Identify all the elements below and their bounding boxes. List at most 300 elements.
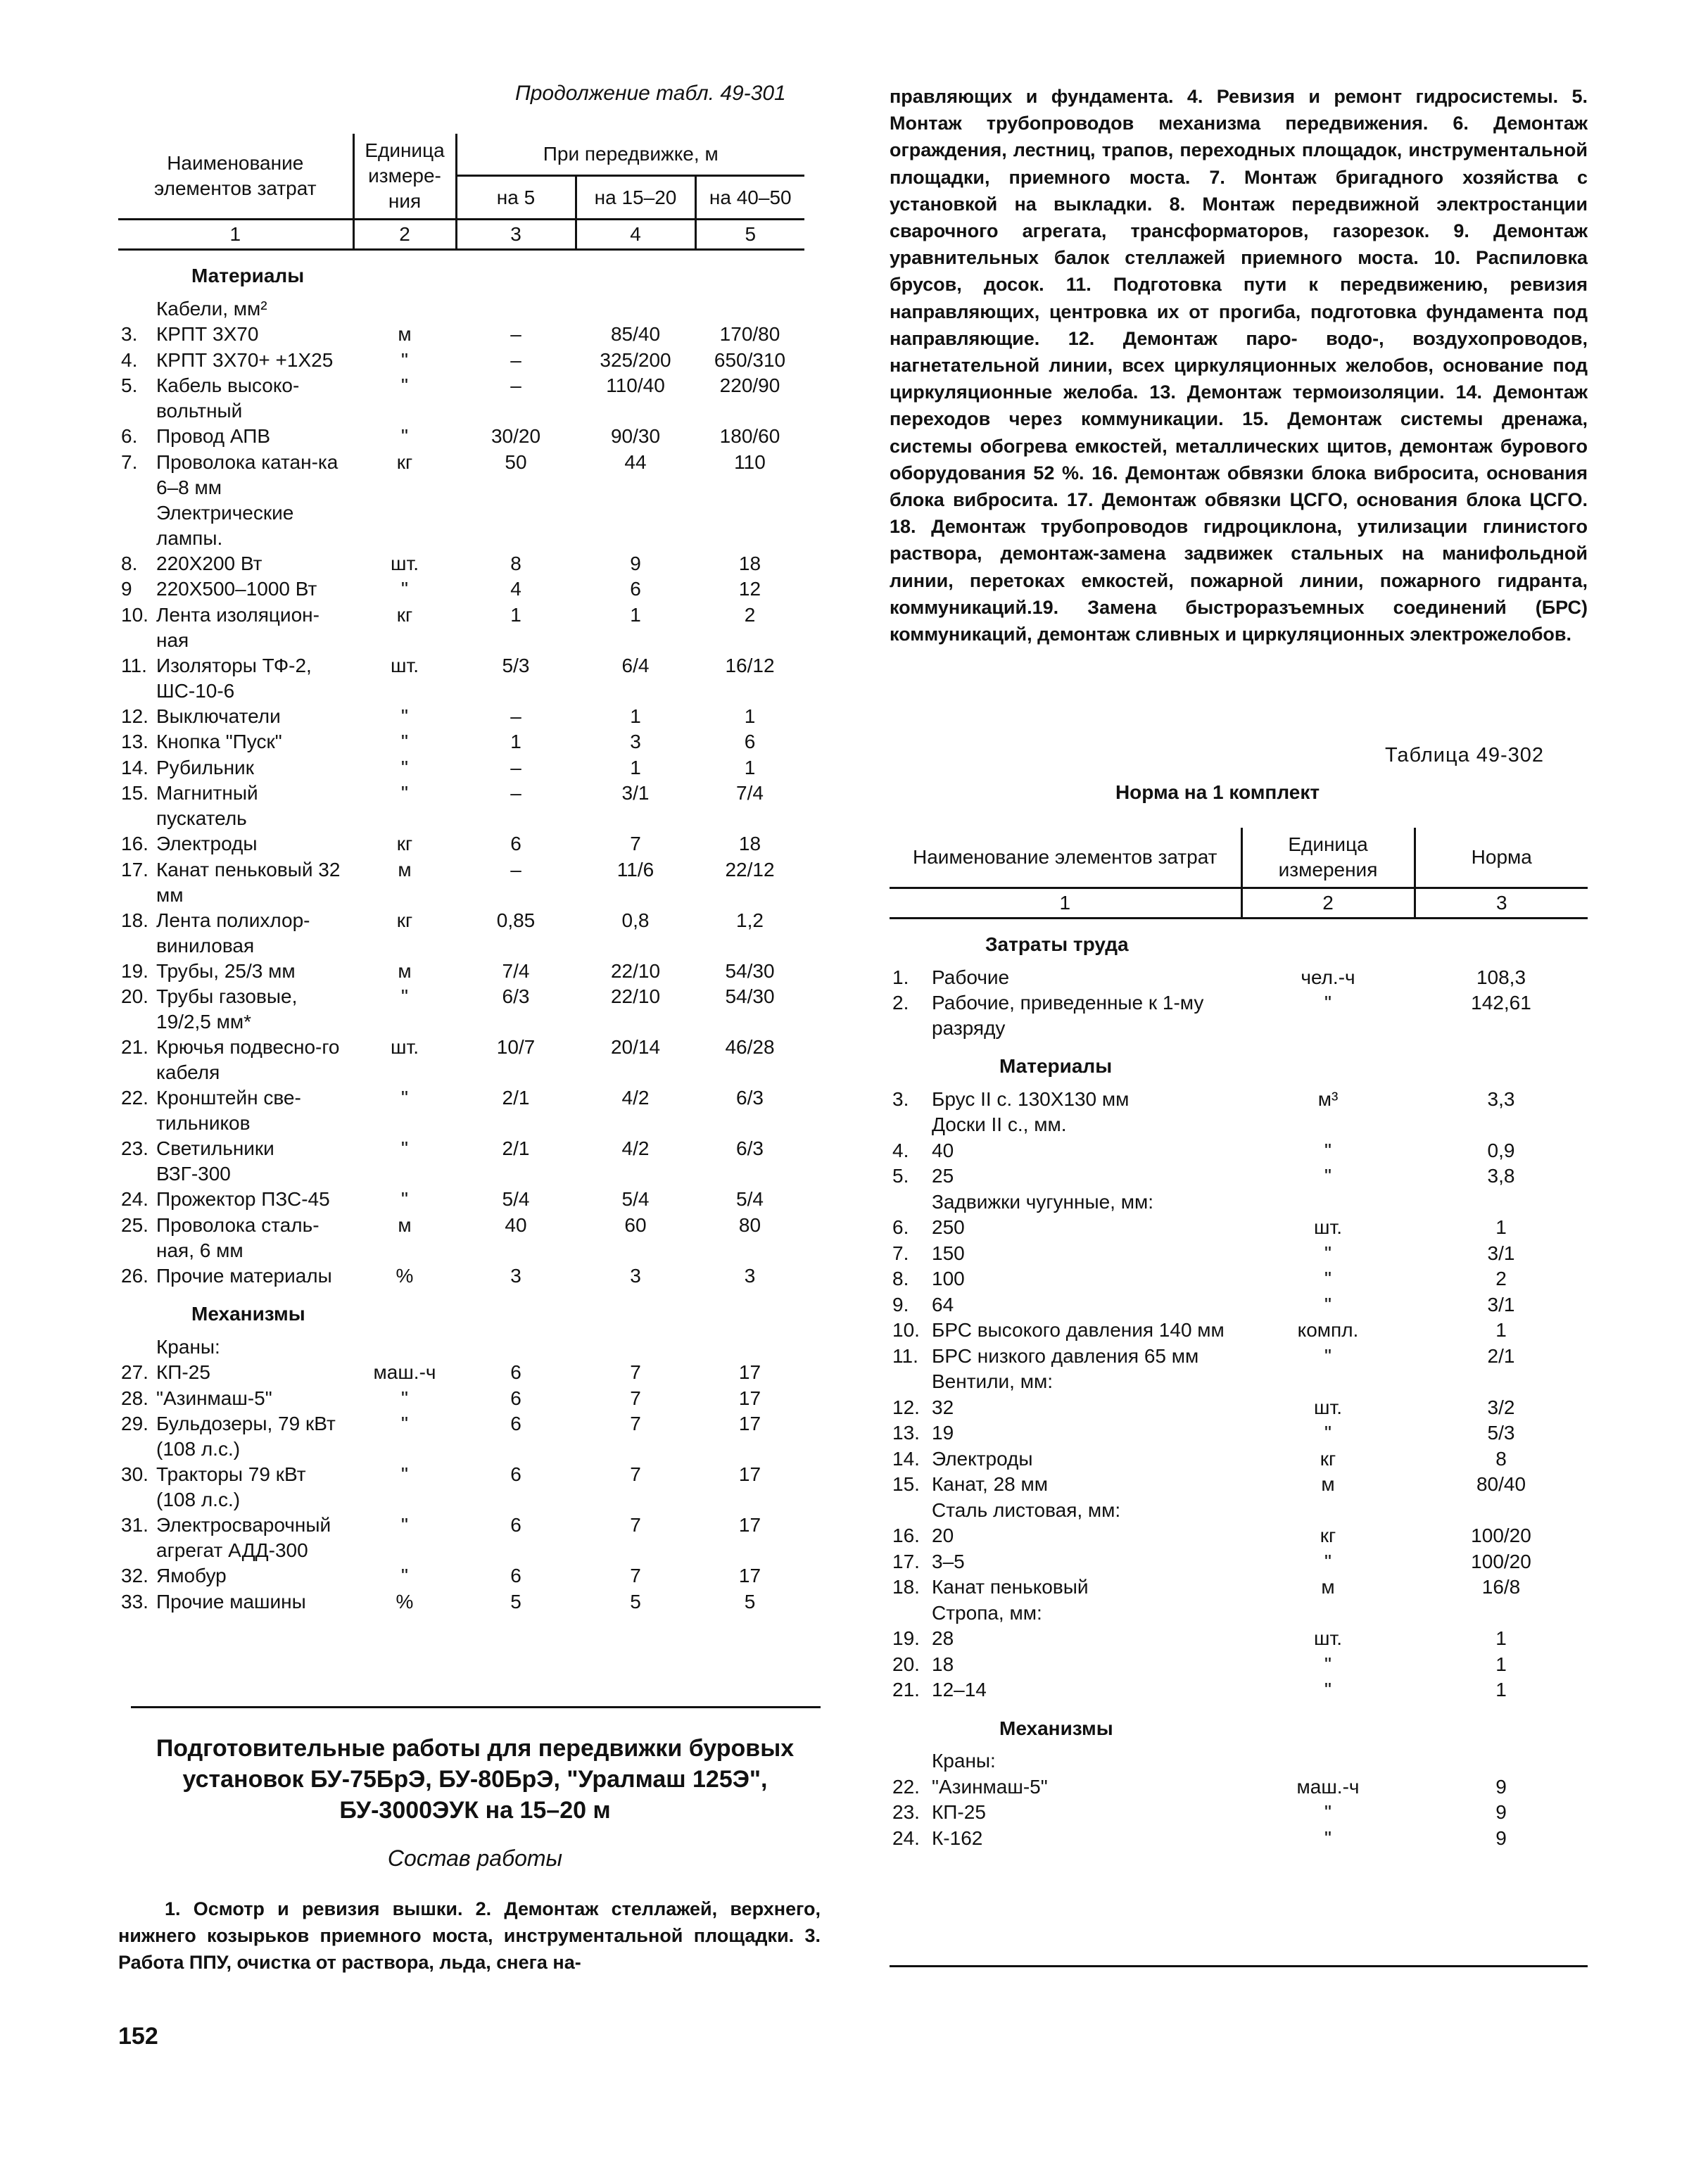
table-row	[890, 1774, 1588, 1800]
row-number: 13.	[121, 731, 148, 752]
value-at-5m: 6	[510, 833, 521, 854]
row-number: 23.	[892, 1801, 920, 1823]
row-number	[890, 1498, 929, 1524]
unit-of-measure: "	[401, 1087, 408, 1109]
value-at-40-50m: 54/30	[725, 959, 775, 982]
header-norm: Норма	[1415, 828, 1588, 888]
table-row	[890, 1549, 1588, 1575]
cost-element-name: Прочие материалы	[156, 1264, 332, 1287]
unit-of-measure: "	[1324, 1344, 1331, 1367]
value-at-15-20m: 11/6	[616, 858, 654, 881]
table-row	[118, 373, 804, 424]
row-number: 3.	[121, 323, 138, 345]
value-at-40-50m: 16/12	[725, 654, 775, 676]
table-row	[890, 990, 1588, 1041]
row-number	[118, 500, 153, 551]
value-at-15-20m: 9	[630, 552, 641, 574]
value-at-5m	[456, 296, 576, 322]
value-at-40-50m: 5	[744, 1590, 756, 1613]
value-at-40-50m: 6/3	[736, 1087, 764, 1109]
unit-of-measure: "	[401, 782, 408, 804]
value-at-5m: 6	[510, 1413, 521, 1434]
cost-element-name: Рабочие	[932, 966, 1010, 988]
row-number	[118, 1334, 153, 1361]
unit-of-measure: "	[401, 705, 408, 727]
unit-of-measure: "	[1324, 1268, 1331, 1289]
table-row	[118, 984, 804, 1035]
cost-element-name: Брус II с. 130Х130 мм	[932, 1087, 1130, 1110]
cost-element-name: 20	[932, 1525, 954, 1546]
norm-value	[1415, 1369, 1588, 1395]
value-at-5m: 40	[505, 1213, 527, 1236]
column-number: 3	[1415, 888, 1588, 919]
table-row	[118, 1411, 804, 1462]
table-row	[118, 653, 804, 704]
value-at-40-50m: 650/310	[714, 348, 786, 371]
norm-value: 1	[1495, 1319, 1507, 1341]
row-number: 9	[121, 578, 132, 600]
column-number: 1	[890, 888, 1241, 919]
unit-of-measure: кг	[396, 909, 413, 931]
unit-of-measure: шт.	[391, 654, 419, 676]
value-at-5m: 3	[510, 1264, 521, 1287]
value-at-5m: –	[510, 756, 521, 778]
table-row	[890, 1826, 1588, 1852]
table-row	[890, 965, 1588, 991]
cost-element-name: Кабели, мм²	[156, 297, 267, 320]
value-at-40-50m: 17	[738, 1361, 761, 1383]
norm-value: 142,61	[1471, 992, 1531, 1014]
value-at-15-20m: 1	[630, 705, 641, 727]
cost-element-name: Проволока катан-ка 6–8 мм	[156, 450, 339, 498]
row-number	[890, 1369, 929, 1395]
value-at-40-50m: 6	[744, 731, 756, 752]
table-row	[118, 450, 804, 500]
cost-element-name: Трубы газовые, 19/2,5 мм*	[156, 985, 298, 1033]
table-row	[118, 1462, 804, 1513]
table-row	[890, 1626, 1588, 1652]
cost-element-name: Электроды	[156, 833, 258, 854]
unit-of-measure: "	[401, 731, 408, 752]
value-at-15-20m: 5	[630, 1590, 641, 1613]
norm-value: 2	[1495, 1268, 1507, 1289]
unit-of-measure: "	[1324, 1242, 1331, 1264]
table-row	[890, 1292, 1588, 1318]
value-at-5m: 6/3	[502, 985, 530, 1007]
cost-element-name: 12–14	[932, 1679, 987, 1700]
unit-of-measure: "	[401, 1188, 408, 1210]
row-number: 23.	[121, 1137, 148, 1159]
value-at-40-50m: 170/80	[719, 323, 780, 345]
cost-element-name: 100	[932, 1268, 965, 1289]
row-number: 15.	[121, 782, 148, 804]
cost-element-name: 250	[932, 1216, 965, 1238]
norm-value: 1	[1495, 1653, 1507, 1675]
norm-value: 3,8	[1487, 1165, 1515, 1187]
unit-of-measure	[353, 296, 456, 322]
row-number: 32.	[121, 1565, 148, 1586]
cost-element-name: Электрические лампы.	[156, 501, 294, 549]
unit-of-measure: "	[401, 1413, 408, 1434]
unit-of-measure: чел.-ч	[1301, 966, 1355, 988]
table-continuation-caption: Продолжение табл. 49-301	[515, 82, 786, 105]
row-number: 4.	[892, 1139, 909, 1161]
cost-element-name: Стропа, мм:	[932, 1601, 1042, 1624]
norm-value: 3,3	[1487, 1087, 1515, 1110]
value-at-5m: 5	[510, 1590, 521, 1613]
cost-element-name: Краны:	[932, 1750, 996, 1772]
cost-element-name: Канат пеньковый	[932, 1576, 1089, 1598]
unit-of-measure: "	[401, 1387, 408, 1409]
cost-element-name: Канат пеньковый 32 мм	[156, 858, 341, 906]
unit-of-measure: "	[401, 1463, 408, 1485]
norm-value: 80/40	[1476, 1473, 1526, 1495]
value-at-5m: –	[510, 374, 521, 396]
unit-of-measure	[1241, 1748, 1415, 1774]
norm-value: 1	[1495, 1627, 1507, 1649]
table-row	[118, 729, 804, 755]
table-row	[118, 1563, 804, 1589]
table-row	[118, 1085, 804, 1136]
unit-of-measure: "	[401, 578, 408, 600]
cost-element-name: Вентили, мм:	[932, 1370, 1053, 1392]
unit-of-measure: м	[398, 959, 412, 982]
row-number: 16.	[121, 833, 148, 854]
table-row	[118, 500, 804, 551]
table-label: Таблица 49-302	[1385, 744, 1545, 766]
value-at-40-50m: 80	[738, 1213, 761, 1236]
header-col-b: на 15–20	[576, 176, 695, 220]
unit-of-measure	[1241, 1369, 1415, 1395]
value-at-15-20m: 3	[630, 1264, 641, 1287]
table-row	[118, 602, 804, 653]
table-row	[118, 704, 804, 730]
row-number	[890, 1748, 929, 1774]
row-number: 31.	[121, 1514, 148, 1536]
cost-element-name: "Азинмаш-5"	[156, 1387, 272, 1409]
value-at-15-20m: 325/200	[600, 348, 671, 371]
row-number: 4.	[121, 348, 138, 371]
header-unit: Единица измере-ния	[353, 134, 456, 220]
value-at-5m: 8	[510, 552, 521, 574]
cost-element-name: КРПТ 3Х70+ +1Х25	[156, 348, 334, 371]
cost-element-name: 32	[932, 1396, 954, 1418]
section-text: 1. Осмотр и ревизия вышки. 2. Демонтаж стеллажей, верхнего, нижнего козырьков приемного моста, инструментальной площадки. 3. Работа ППУ, очистка от раствора, льда, снега на-	[118, 1898, 821, 1974]
left-costs-table	[118, 134, 804, 1615]
value-at-15-20m: 3	[630, 731, 641, 752]
header-group: При передвижке, м	[456, 134, 804, 176]
row-number: 12.	[892, 1396, 920, 1418]
row-number: 8.	[121, 552, 138, 574]
value-at-5m: 30/20	[491, 425, 541, 447]
norm-value: 8	[1495, 1447, 1507, 1470]
cost-element-name: 18	[932, 1653, 954, 1675]
column-number: 5	[695, 220, 804, 250]
cost-element-name: БРС высокого давления 140 мм	[932, 1319, 1225, 1341]
row-number: 6.	[892, 1216, 909, 1238]
row-number: 3.	[892, 1087, 909, 1110]
value-at-15-20m: 7	[630, 1413, 641, 1434]
row-number: 18.	[121, 909, 148, 931]
unit-of-measure: "	[401, 425, 408, 447]
table-row	[118, 1213, 804, 1263]
cost-element-name: Кабель высоко-вольтный	[156, 374, 300, 422]
cost-element-name: 220Х200 Вт	[156, 552, 262, 574]
table-row	[890, 1087, 1588, 1113]
unit-of-measure: "	[1324, 992, 1331, 1014]
row-number: 1.	[892, 966, 909, 988]
value-at-40-50m: 5/4	[736, 1188, 764, 1210]
cost-element-name: 19	[932, 1422, 954, 1444]
value-at-5m: –	[510, 348, 521, 371]
row-number: 14.	[121, 756, 148, 778]
cost-element-name: Светильники ВЗГ-300	[156, 1137, 274, 1185]
cost-element-name: Кронштейн све-тильников	[156, 1087, 301, 1134]
norm-value	[1415, 1190, 1588, 1216]
value-at-15-20m: 1	[630, 756, 641, 778]
row-number: 21.	[121, 1036, 148, 1058]
table-row	[890, 1575, 1588, 1601]
value-at-15-20m: 22/10	[610, 959, 661, 982]
value-at-15-20m: 4/2	[621, 1087, 650, 1109]
unit-of-measure: "	[401, 1514, 408, 1536]
value-at-40-50m: 18	[738, 552, 761, 574]
table-row	[890, 1344, 1588, 1370]
cost-element-name: КРПТ 3Х70	[156, 323, 259, 345]
value-at-40-50m: 1,2	[736, 909, 764, 931]
value-at-15-20m: 7	[630, 1565, 641, 1586]
table-row	[890, 1318, 1588, 1344]
value-at-40-50m: 46/28	[725, 1036, 775, 1058]
unit-of-measure: "	[401, 756, 408, 778]
table-row	[890, 1215, 1588, 1241]
norm-value: 9	[1495, 1826, 1507, 1849]
row-number: 21.	[892, 1679, 920, 1700]
norm-value: 0,9	[1487, 1139, 1515, 1161]
cost-element-name: Трубы, 25/3 мм	[156, 959, 296, 982]
norm-value	[1415, 1601, 1588, 1627]
value-at-15-20m: 22/10	[610, 985, 661, 1007]
table-row	[118, 1513, 804, 1563]
unit-of-measure: кг	[1320, 1447, 1336, 1470]
cost-element-name: Краны:	[156, 1335, 220, 1358]
value-at-15-20m	[576, 296, 695, 322]
row-number: 10.	[892, 1319, 920, 1341]
value-at-5m: 6	[510, 1361, 521, 1383]
header-unit: Единица измерения	[1241, 828, 1415, 888]
value-at-5m	[456, 500, 576, 551]
cost-element-name: 220Х500–1000 Вт	[156, 578, 317, 600]
unit-of-measure: маш.-ч	[373, 1361, 436, 1383]
norm-value: 5/3	[1487, 1422, 1515, 1444]
table-row	[118, 908, 804, 959]
row-number: 26.	[121, 1264, 148, 1287]
cost-element-name: 28	[932, 1627, 954, 1649]
value-at-15-20m: 3/1	[621, 782, 650, 804]
norm-value: 100/20	[1471, 1525, 1531, 1546]
row-number: 11.	[121, 654, 147, 676]
value-at-15-20m: 6	[630, 578, 641, 600]
unit-of-measure: м	[398, 323, 412, 345]
section-subtitle: Состав работы	[387, 1845, 563, 1871]
value-at-40-50m: 54/30	[725, 985, 775, 1007]
row-number	[890, 1601, 929, 1627]
cost-element-name: БРС низкого давления 65 мм	[932, 1344, 1199, 1367]
table-row	[118, 1035, 804, 1085]
page-number: 152	[118, 2023, 158, 2050]
value-at-5m: 5/4	[502, 1188, 530, 1210]
row-number: 33.	[121, 1590, 148, 1613]
table-row	[890, 1420, 1588, 1446]
unit-of-measure: "	[1324, 1139, 1331, 1161]
row-number: 16.	[892, 1525, 920, 1546]
cost-element-name: 3–5	[932, 1550, 965, 1572]
table-row	[890, 1163, 1588, 1190]
table-row	[118, 1136, 804, 1187]
value-at-5m: 6	[510, 1514, 521, 1536]
value-at-40-50m	[695, 296, 804, 322]
column-number: 1	[118, 220, 353, 250]
norm-value: 3/1	[1487, 1293, 1515, 1315]
unit-of-measure: кг	[1320, 1525, 1336, 1546]
row-number	[118, 296, 153, 322]
value-at-5m: 6	[510, 1387, 521, 1409]
row-number: 6.	[121, 425, 138, 447]
value-at-15-20m: 5/4	[621, 1188, 650, 1210]
cost-element-name: 25	[932, 1165, 954, 1187]
unit-of-measure: "	[1324, 1293, 1331, 1315]
table-row	[890, 1138, 1588, 1164]
row-number: 8.	[892, 1268, 909, 1289]
table-row	[118, 781, 804, 831]
norm-value: 9	[1495, 1775, 1507, 1798]
table-row	[118, 322, 804, 348]
norm-value	[1415, 1748, 1588, 1774]
row-number: 30.	[121, 1463, 148, 1485]
value-at-40-50m: 110	[734, 450, 766, 473]
unit-of-measure: "	[1324, 1422, 1331, 1444]
table-row	[890, 1112, 1588, 1138]
cost-element-name: Прочие машины	[156, 1590, 306, 1613]
value-at-40-50m: 1	[744, 705, 756, 727]
cost-element-name: Рабочие, приведенные к 1-му разряду	[932, 992, 1204, 1039]
value-at-15-20m: 110/40	[606, 374, 665, 396]
cost-element-name: "Азинмаш-5"	[932, 1775, 1048, 1798]
value-at-15-20m: 85/40	[610, 323, 661, 345]
value-at-5m: 5/3	[502, 654, 530, 676]
row-number: 5.	[121, 374, 138, 396]
table-row	[890, 1395, 1588, 1421]
value-at-15-20m	[576, 500, 695, 551]
unit-of-measure	[353, 1334, 456, 1361]
unit-of-measure	[1241, 1601, 1415, 1627]
value-at-40-50m: 12	[738, 578, 761, 600]
table-row	[890, 1800, 1588, 1826]
value-at-15-20m: 7	[630, 1361, 641, 1383]
unit-of-measure: компл.	[1297, 1319, 1359, 1341]
table-row	[118, 831, 804, 857]
table-row	[890, 1601, 1588, 1627]
value-at-5m: –	[510, 323, 521, 345]
table-norm-caption: Норма на 1 комплект	[1115, 781, 1320, 803]
cost-element-name: Прожектор ПЗС-45	[156, 1188, 330, 1210]
table-row	[890, 1446, 1588, 1472]
unit-of-measure: м	[1321, 1473, 1335, 1495]
unit-of-measure: "	[1324, 1165, 1331, 1187]
header-col-c: на 40–50	[695, 176, 804, 220]
value-at-5m: 1	[510, 603, 521, 626]
value-at-40-50m: 3	[744, 1264, 756, 1287]
value-at-40-50m: 1	[744, 756, 756, 778]
cost-element-name: 150	[932, 1242, 965, 1264]
column-number: 3	[456, 220, 576, 250]
row-number	[890, 1190, 929, 1216]
column-number: 4	[576, 220, 695, 250]
column-number: 2	[1241, 888, 1415, 919]
value-at-15-20m: 4/2	[621, 1137, 650, 1159]
norm-value: 100/20	[1471, 1550, 1531, 1572]
unit-of-measure: маш.-ч	[1296, 1775, 1360, 1798]
cost-element-name: Лента изоляцион-ная	[156, 603, 320, 651]
cost-element-name: Магнитный пускатель	[156, 782, 258, 829]
unit-of-measure: "	[401, 985, 408, 1007]
cost-element-name: Доски II с., мм.	[932, 1113, 1067, 1135]
value-at-5m: –	[510, 705, 521, 727]
value-at-40-50m: 17	[738, 1463, 761, 1485]
table-bottom-rule	[890, 1965, 1588, 1967]
unit-of-measure: кг	[396, 603, 413, 626]
row-number: 18.	[892, 1576, 920, 1598]
value-at-5m: –	[510, 858, 521, 881]
table-bottom-rule	[131, 1706, 821, 1708]
cost-element-name: Ямобур	[156, 1565, 227, 1586]
table-row	[890, 1523, 1588, 1549]
table-row	[118, 348, 804, 374]
norm-value	[1415, 1112, 1588, 1138]
row-number: 12.	[121, 705, 148, 727]
unit-of-measure: кг	[396, 833, 413, 854]
value-at-15-20m: 7	[630, 1387, 641, 1409]
cost-element-name: КП-25	[932, 1801, 986, 1823]
unit-of-measure: "	[401, 1565, 408, 1586]
value-at-40-50m: 17	[738, 1413, 761, 1434]
value-at-15-20m: 1	[630, 603, 641, 626]
cost-element-name: Бульдозеры, 79 кВт (108 л.с.)	[156, 1413, 336, 1460]
value-at-5m: 2/1	[502, 1137, 530, 1159]
row-number: 25.	[121, 1213, 148, 1236]
table-row	[890, 1241, 1588, 1267]
unit-of-measure: "	[1324, 1679, 1331, 1700]
table-row	[890, 1498, 1588, 1524]
unit-of-measure: "	[1324, 1826, 1331, 1849]
table-row	[890, 1190, 1588, 1216]
cost-element-name: Канат, 28 мм	[932, 1473, 1049, 1495]
cost-element-name: Электросварочный агрегат АДД-300	[156, 1514, 331, 1561]
norm-value: 3/1	[1487, 1242, 1515, 1264]
unit-of-measure: м	[1321, 1576, 1335, 1598]
row-number: 2.	[892, 992, 909, 1014]
value-at-5m: 6	[510, 1463, 521, 1485]
value-at-15-20m	[576, 1334, 695, 1361]
table-row	[890, 1677, 1588, 1703]
cost-element-name: КП-25	[156, 1361, 210, 1383]
norm-value: 3/2	[1487, 1396, 1515, 1418]
norm-value: 1	[1495, 1679, 1507, 1700]
unit-of-measure	[353, 500, 456, 551]
table-row	[890, 1266, 1588, 1292]
unit-of-measure: шт.	[391, 1036, 419, 1058]
cost-element-name: Изоляторы ТФ-2, ШС-10-6	[156, 654, 312, 702]
